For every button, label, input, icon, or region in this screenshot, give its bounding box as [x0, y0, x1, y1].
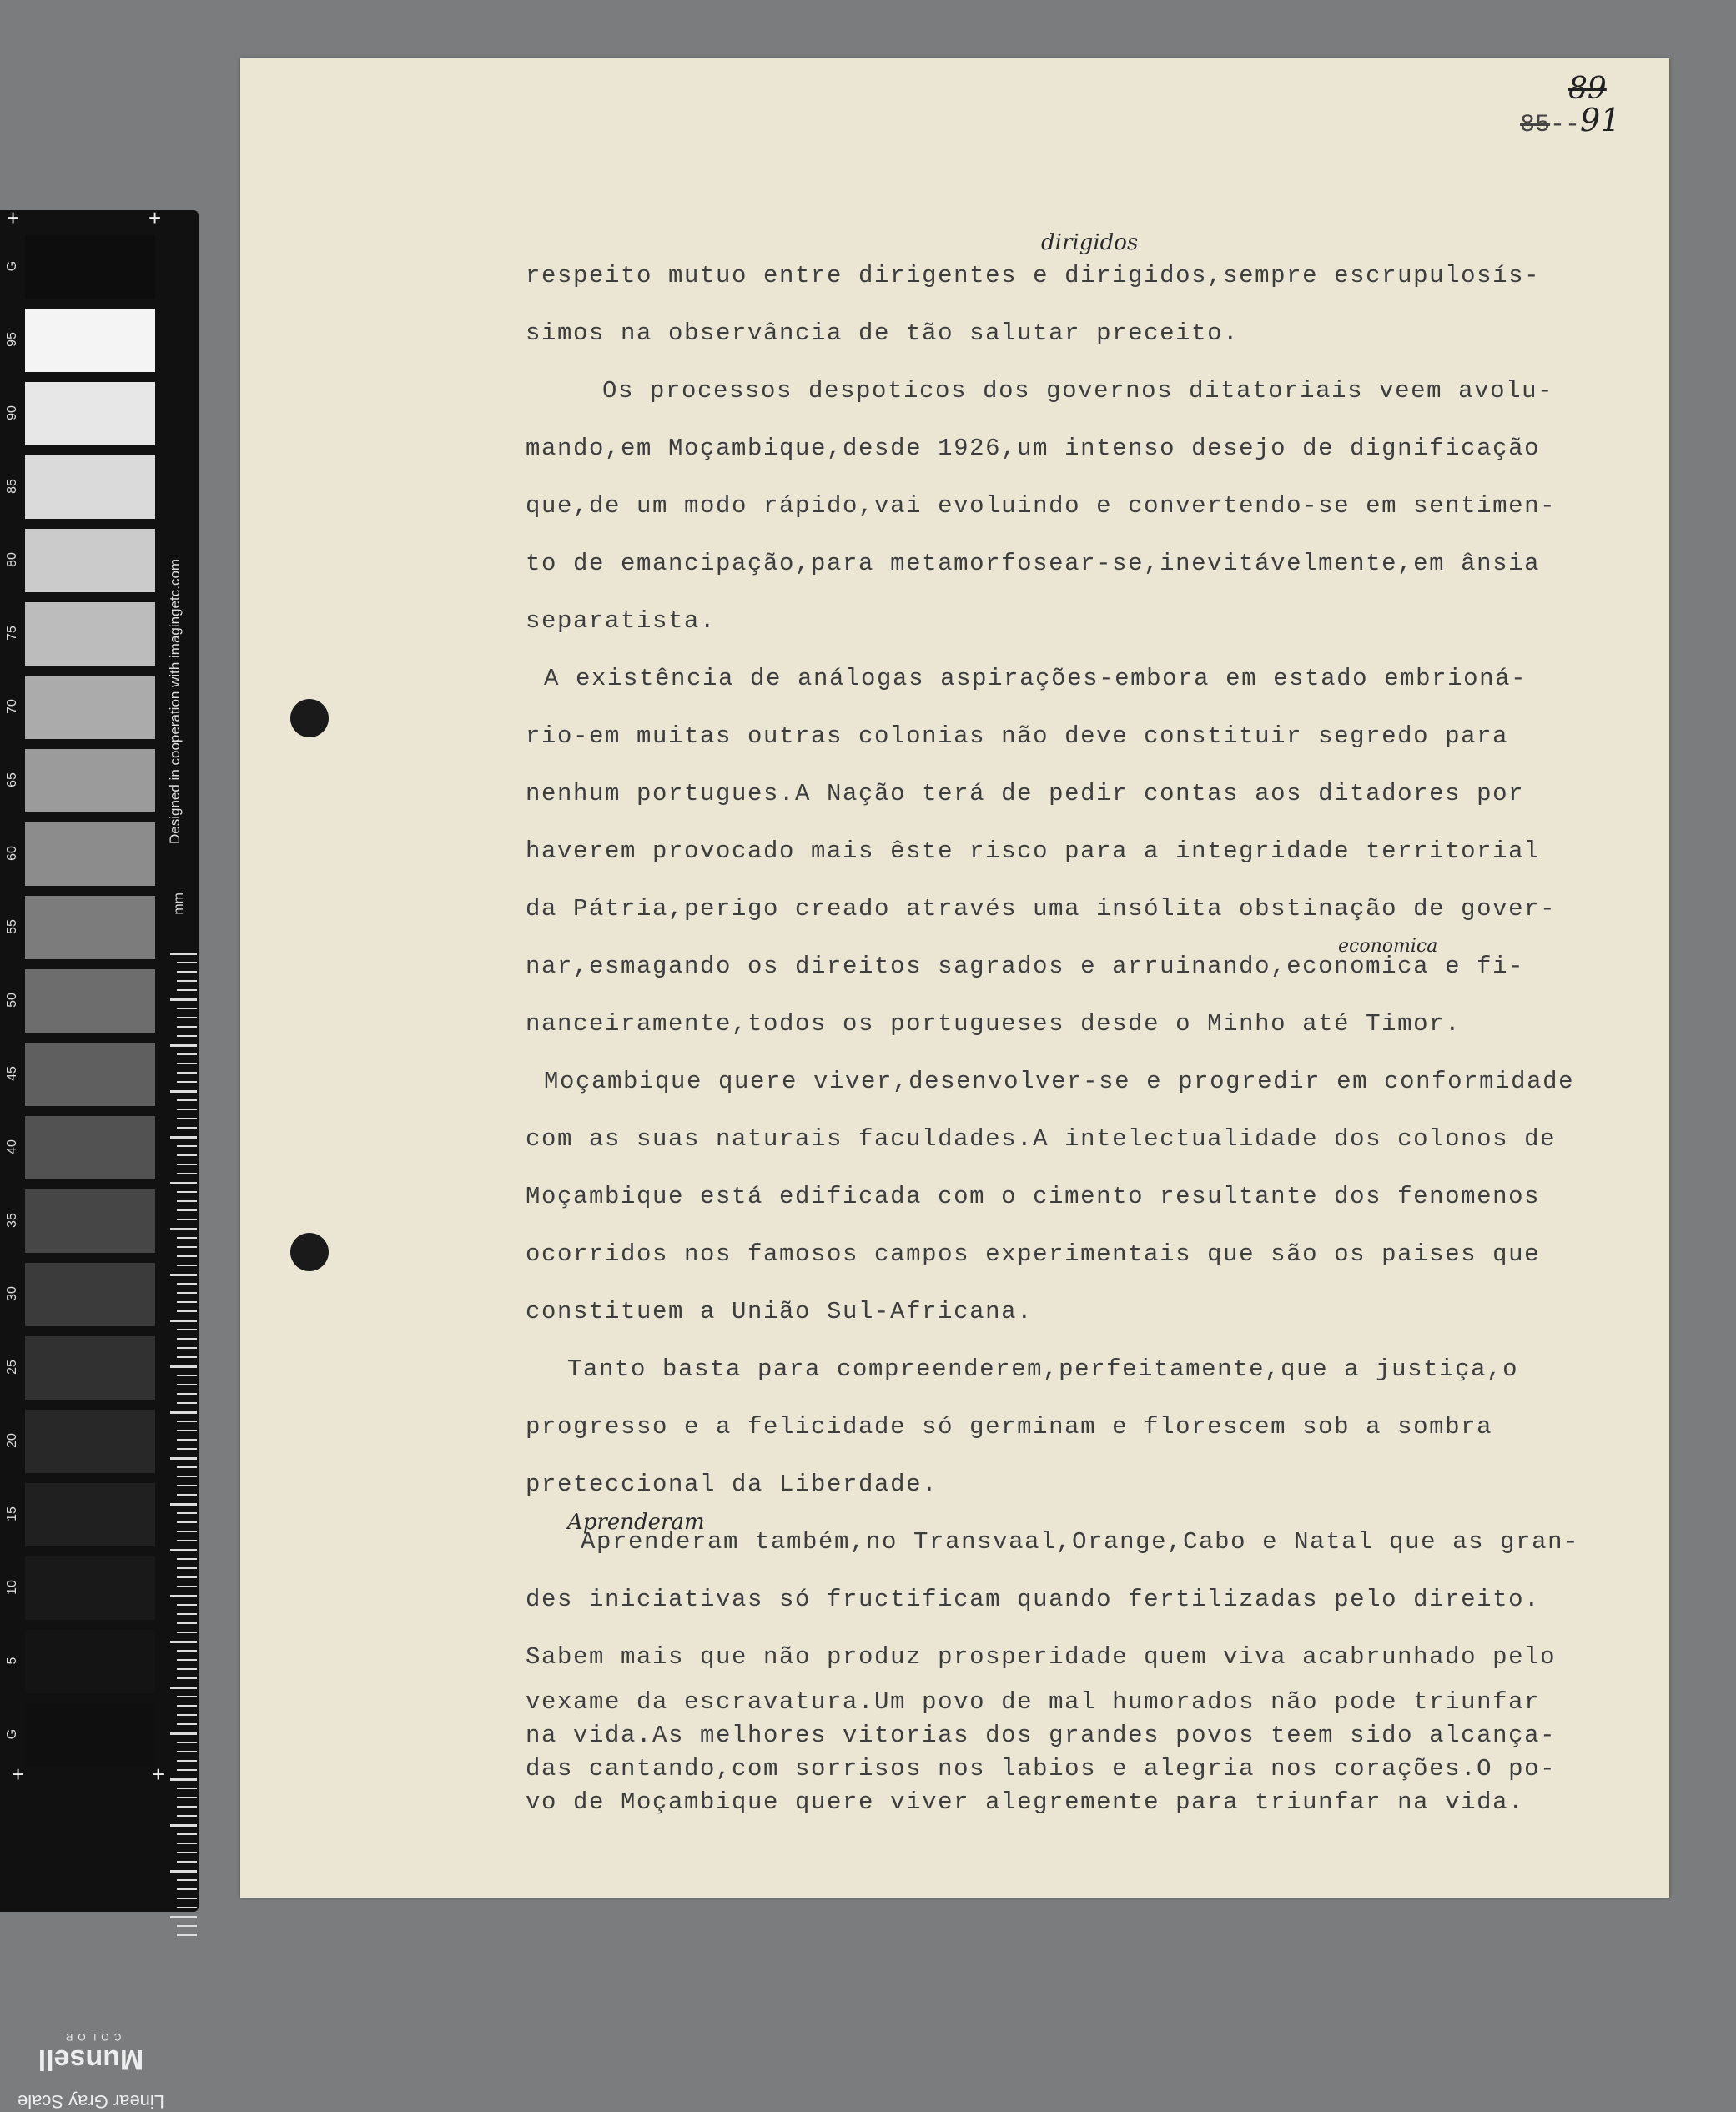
gray-patch [25, 309, 155, 372]
punch-hole [290, 1233, 329, 1271]
ruler-unit: mm [172, 893, 186, 915]
text-line: haverem provocado mais êste risco para a integridade territorial [526, 837, 1541, 865]
gray-patch [25, 1556, 155, 1620]
gray-patch-label: 40 [5, 1139, 19, 1154]
gray-patch [25, 896, 155, 959]
gray-patch [25, 529, 155, 592]
gray-patch [25, 455, 155, 519]
gray-patch-label: 5 [5, 1657, 19, 1665]
text-line: na vida.As melhores vitorias dos grandes povos teem sido alcança- [526, 1722, 1557, 1749]
text-line: Os processos despoticos dos governos ditatoriais veem avolu- [602, 377, 1554, 405]
text-line: to de emancipação,para metamorfosear-se,inevitávelmente,em ânsia [526, 550, 1541, 577]
gray-patch-label: 90 [5, 405, 19, 420]
gray-patch-label: 35 [5, 1213, 19, 1228]
page-number-handwritten-top: 89 [1568, 72, 1607, 106]
text-line: nanceiramente,todos os portugueses desde o Minho até Timor. [526, 1010, 1462, 1038]
gray-patch-label: 20 [5, 1433, 19, 1448]
text-line: que,de um modo rápido,vai evoluindo e convertendo-se em sentimen- [526, 492, 1557, 520]
text-line: Moçambique quere viver,desenvolver-se e progredir em conformidade [544, 1068, 1575, 1095]
gray-patch-label: 45 [5, 1066, 19, 1081]
text-line: com as suas naturais faculdades.A intelectualidade dos colonos de [526, 1125, 1557, 1153]
gray-patch [25, 676, 155, 739]
text-line: ocorridos nos famosos campos experimentais que são os paises que [526, 1240, 1541, 1268]
gray-patch [25, 1336, 155, 1400]
gray-patches [25, 235, 155, 1777]
text-line: mando,em Moçambique,desde 1926,um intenso desejo de dignificação [526, 435, 1541, 462]
gray-patch [25, 1263, 155, 1326]
gray-patch-label: 60 [5, 846, 19, 861]
text-line: preteccional da Liberdade. [526, 1471, 938, 1498]
punch-hole [290, 699, 329, 737]
gray-patch-label: 85 [5, 479, 19, 494]
gray-patch [25, 235, 155, 299]
gray-patch-label: 25 [5, 1360, 19, 1375]
page-number: 89 85--91 [1520, 72, 1621, 139]
text-line: Sabem mais que não produz prosperidade quem viva acabrunhado pelo [526, 1643, 1557, 1671]
ruler-minor-ticks [177, 953, 197, 1937]
gray-patch [25, 1703, 155, 1767]
text-line: progresso e a felicidade só germinam e florescem sob a sombra [526, 1413, 1493, 1441]
plus-mark: + [12, 1762, 25, 1787]
gray-patch-label: G [5, 260, 19, 272]
text-line: A existência de análogas aspirações-embora em estado embrioná- [544, 665, 1527, 692]
handwritten-correction: dirigidos [1041, 230, 1139, 255]
text-line: nenhum portugues.A Nação terá de pedir contas aos ditadores por [526, 780, 1525, 807]
handwritten-correction: economica [1338, 936, 1438, 957]
gray-patch-label: 30 [5, 1286, 19, 1301]
text-line: Moçambique está edificada com o cimento resultante dos fenomenos [526, 1183, 1541, 1210]
plus-mark: + [7, 205, 20, 230]
brand-name: Munsell [38, 2044, 144, 2075]
page-number-handwritten: 91 [1580, 102, 1621, 138]
text-line: des iniciativas só fructificam quando fertilizadas pelo direito. [526, 1586, 1541, 1613]
text-line: constituem a União Sul-Africana. [526, 1298, 1034, 1325]
page-number-typed: 85 [1520, 111, 1551, 139]
gray-patch [25, 1483, 155, 1546]
text-line: rio-em muitas outras colonias não deve constituir segredo para [526, 722, 1509, 750]
scale-labels [3, 235, 22, 1740]
gray-patch [25, 602, 155, 666]
text-line: vo de Moçambique quere viver alegremente para triunfar na vida. [526, 1788, 1525, 1816]
text-line: nar,esmagando os direitos sagrados e arruinando,economica e fi- [526, 953, 1525, 980]
plus-mark: + [148, 205, 162, 230]
gray-patch-label: 55 [5, 919, 19, 934]
scale-credit: Designed in cooperation with imagingetc.com [167, 558, 183, 844]
gray-patch-label: 65 [5, 772, 19, 787]
gray-patch-label: 80 [5, 552, 19, 567]
text-line: simos na observância de tão salutar preceito. [526, 319, 1240, 347]
gray-patch [25, 1410, 155, 1473]
handwritten-correction: Aprenderam [567, 1510, 705, 1535]
plus-mark: + [152, 1762, 165, 1787]
gray-patch-label: 75 [5, 626, 19, 641]
text-line: Aprenderam também,no Transvaal,Orange,Cabo e Natal que as gran- [581, 1528, 1580, 1556]
gray-patch-label: 70 [5, 699, 19, 714]
gray-scale-card [0, 205, 199, 2112]
gray-patch [25, 969, 155, 1033]
gray-patch-label: 15 [5, 1506, 19, 1521]
scale-title: Linear Gray Scale [17, 2091, 165, 2112]
text-line: Tanto basta para compreenderem,perfeitamente,que a justiça,o [567, 1355, 1519, 1383]
gray-patch [25, 1189, 155, 1253]
text-line: das cantando,com sorrisos nos labios e alegria nos corações.O po- [526, 1755, 1557, 1783]
gray-patch [25, 1043, 155, 1106]
munsell-logo [12, 2012, 170, 2112]
gray-patch-label: 95 [5, 332, 19, 347]
gray-patch [25, 1630, 155, 1693]
gray-patch [25, 749, 155, 812]
body-text [526, 247, 1643, 1819]
gray-patch [25, 822, 155, 886]
text-line: da Pátria,perigo creado através uma insólita obstinação de gover- [526, 895, 1557, 923]
gray-patch-label: 50 [5, 993, 19, 1008]
gray-patch [25, 382, 155, 445]
text-line: respeito mutuo entre dirigentes e dirigidos,sempre escrupulosís- [526, 262, 1541, 289]
text-line: separatista. [526, 607, 717, 635]
gray-patch [25, 1116, 155, 1179]
text-line: vexame da escravatura.Um povo de mal humorados não pode triunfar [526, 1688, 1541, 1716]
gray-patch-label: 10 [5, 1580, 19, 1595]
brand-sub: COLOR [60, 2031, 122, 2043]
document-page [240, 58, 1669, 1898]
gray-patch-label: G [5, 1728, 19, 1740]
